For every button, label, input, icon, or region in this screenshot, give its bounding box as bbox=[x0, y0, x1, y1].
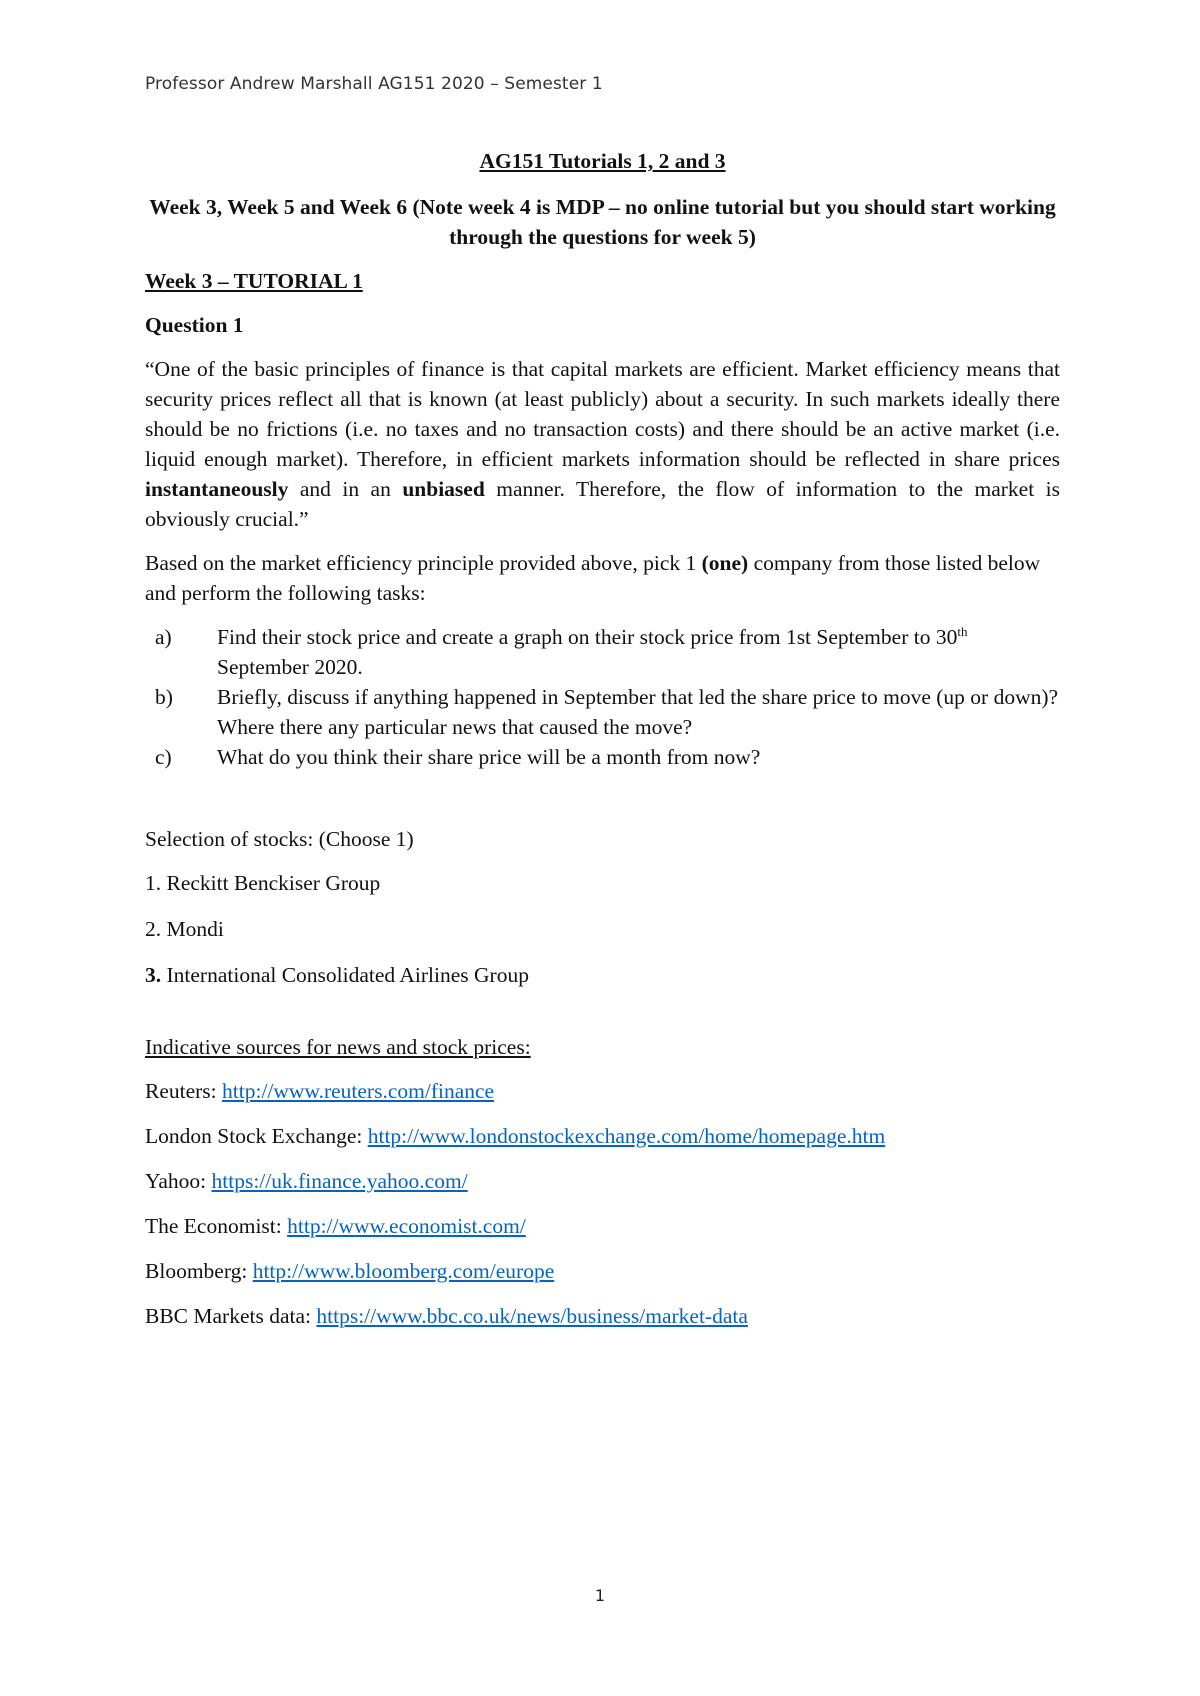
document-subtitle: Week 3, Week 5 and Week 6 (Note week 4 is MDP – no online tutorial but you should start working through the questions for week 5) bbox=[149, 195, 1056, 249]
source-label: Bloomberg: bbox=[145, 1259, 253, 1283]
stock-name: Reckitt Benckiser Group bbox=[161, 871, 381, 895]
task-item bbox=[145, 742, 1060, 772]
source-label: BBC Markets data: bbox=[145, 1304, 317, 1328]
question-quote bbox=[145, 354, 1060, 534]
page-number: 1 bbox=[594, 1586, 606, 1605]
page-header: Professor Andrew Marshall AG151 2020 – Semester 1 bbox=[145, 74, 603, 94]
quote-text: manner. Therefore, the flow of information to the market is obviously crucial.” bbox=[145, 477, 1061, 531]
stock-number: 3. bbox=[145, 963, 162, 987]
source-label: London Stock Exchange: bbox=[145, 1124, 368, 1148]
stock-item bbox=[145, 914, 1060, 944]
stock-item bbox=[145, 960, 1060, 990]
document-body bbox=[145, 146, 1060, 1346]
source-bloomberg bbox=[145, 1256, 1060, 1286]
task-marker: a) bbox=[155, 625, 172, 649]
quote-text: “One of the basic principles of finance is that capital markets are efficient. Market efficiency means that security prices reflect all that is known (at least publicly) about a security. In such markets ideally there should be no frictions (i.e. no taxes and no transaction costs) and there should be an active market (i.e. liquid enough market). Therefore, in efficient markets information should be reflected in share prices bbox=[145, 357, 1060, 471]
source-label: The Economist: bbox=[145, 1214, 288, 1238]
task-item bbox=[145, 682, 1060, 742]
instruction-text: company from those listed below and perform the following tasks: bbox=[145, 551, 1041, 605]
bloomberg-link[interactable]: http://www.bloomberg.com/europe bbox=[252, 1259, 555, 1283]
source-lse bbox=[145, 1121, 1060, 1151]
task-list bbox=[145, 622, 1060, 772]
stocks-heading: Selection of stocks: (Choose 1) bbox=[145, 827, 414, 851]
london-stock-exchange-link[interactable]: http://www.londonstockexchange.com/home/homepage.htm bbox=[367, 1124, 886, 1148]
bbc-markets-link[interactable]: https://www.bbc.co.uk/news/business/market-data bbox=[316, 1304, 748, 1328]
instruction-emphasis: (one) bbox=[701, 551, 749, 575]
stock-name: Mondi bbox=[161, 917, 224, 941]
source-bbc bbox=[145, 1301, 1060, 1331]
stock-number: 1. bbox=[145, 871, 162, 895]
economist-link[interactable]: http://www.economist.com/ bbox=[287, 1214, 526, 1238]
source-reuters bbox=[145, 1076, 1060, 1106]
task-marker: b) bbox=[155, 685, 173, 709]
document-title: AG151 Tutorials 1, 2 and 3 bbox=[479, 149, 726, 173]
task-item bbox=[145, 622, 1060, 682]
source-yahoo bbox=[145, 1166, 1060, 1196]
reuters-link[interactable]: http://www.reuters.com/finance bbox=[222, 1079, 495, 1103]
instruction-text: Based on the market efficiency principle provided above, pick 1 bbox=[145, 551, 702, 575]
spacer bbox=[145, 772, 1060, 824]
task-text: Briefly, discuss if anything happened in September that led the share price to move (up or down)? Where there any particular news that caused the move? bbox=[217, 685, 1059, 739]
spacer bbox=[145, 1006, 1060, 1032]
quote-emphasis-unbiased: unbiased bbox=[402, 477, 485, 501]
week-heading: Week 3 – TUTORIAL 1 bbox=[145, 269, 363, 293]
question-instruction bbox=[145, 548, 1060, 608]
task-text-part: September 2020. bbox=[217, 655, 363, 679]
source-economist bbox=[145, 1211, 1060, 1241]
ordinal-superscript: th bbox=[957, 623, 968, 639]
question-heading: Question 1 bbox=[145, 313, 244, 337]
source-label: Reuters: bbox=[145, 1079, 223, 1103]
quote-emphasis-instantaneously: instantaneously bbox=[145, 477, 289, 501]
task-text-part: Find their stock price and create a graph on their stock price from 1st September to 30 bbox=[217, 625, 958, 649]
task-marker: c) bbox=[155, 745, 172, 769]
stock-number: 2. bbox=[145, 917, 162, 941]
source-label: Yahoo: bbox=[145, 1169, 212, 1193]
yahoo-link[interactable]: https://uk.finance.yahoo.com/ bbox=[211, 1169, 468, 1193]
quote-text: and in an bbox=[288, 477, 403, 501]
stock-item bbox=[145, 868, 1060, 898]
task-text: What do you think their share price will be a month from now? bbox=[217, 745, 761, 769]
task-text bbox=[217, 622, 1060, 682]
stock-name: International Consolidated Airlines Group bbox=[161, 963, 529, 987]
sources-heading: Indicative sources for news and stock prices: bbox=[145, 1035, 531, 1059]
